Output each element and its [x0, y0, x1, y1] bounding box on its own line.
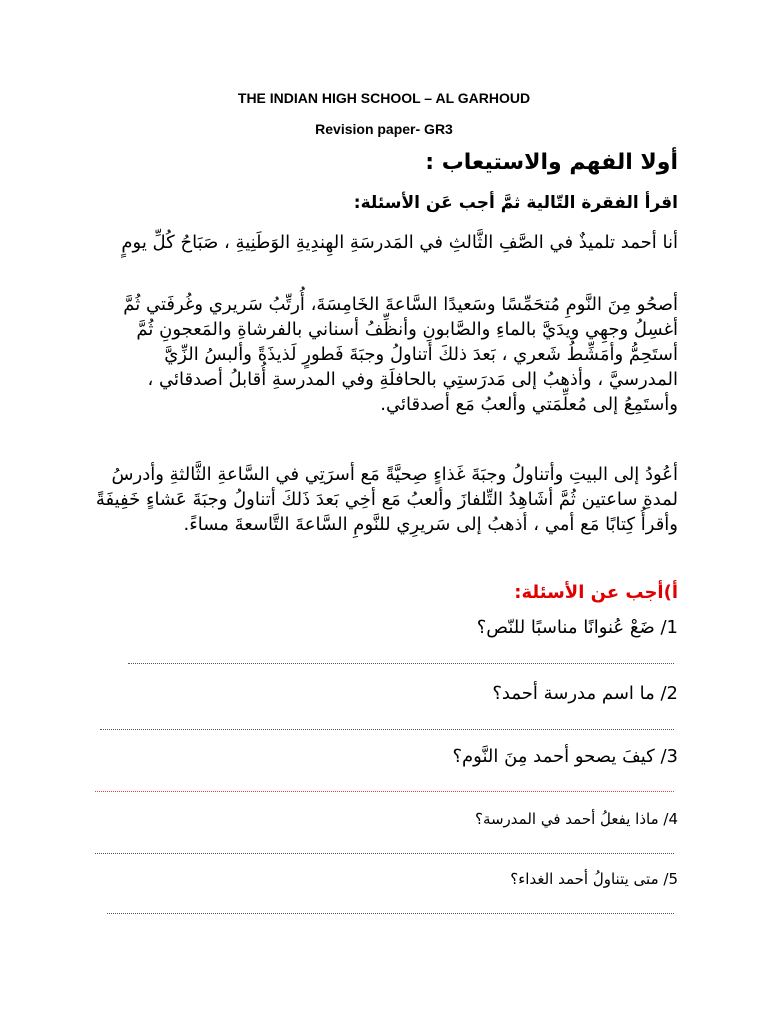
answer-line-4[interactable] — [95, 853, 674, 854]
answer-line-5[interactable] — [107, 913, 674, 914]
answer-line-1[interactable] — [128, 663, 674, 664]
answer-line-3[interactable] — [95, 791, 674, 792]
question-4: 4/ ماذا يفعلُ أحمد في المدرسة؟ — [474, 810, 678, 828]
questions-heading: أ)أجب عن الأسئلة: — [514, 582, 678, 603]
passage-paragraph-3: أعُودُ إلى البيتِ وأتناولُ وجبَةَ غَذاءٍ صِحيَّةً مَع أسرَتِي في السَّاعةِ الثَّالثةِ وأدرسُ لمدةِ ساعتين ثُمَّ أشَاهِدُ التِّلفازَ وألعبُ مَع أخِي بَعدَ ذَلكَ أتناولُ وجبَةَ عَشاءٍ خَفِيفَةً وأقرأُ كِتابًا مَع أمي ، أذهبُ إلى سَريرِي للنَّومِ السَّاعةَ التَّاسعةَ مساءً. — [95, 464, 678, 535]
passage-paragraph-1: أنا أحمد تلميذٌ في الصَّفِ الثَّالثِ في المَدرسَةِ الهِندِيةِ الوَطَنِيةِ ، صَبَاحُ كُلِّ يومٍ — [121, 232, 678, 253]
answer-line-2[interactable] — [100, 729, 674, 730]
question-3: 3/ كيفَ يصحو أحمد مِنَ النَّوم؟ — [452, 746, 678, 767]
reading-instruction: اقرأ الفقرة التّالية ثمَّ أجب عَن الأسئلة: — [353, 193, 678, 213]
section-title: أولا الفهم والاستيعاب : — [425, 150, 678, 175]
question-5: 5/ متى يتناولُ أحمد الغداء؟ — [510, 870, 678, 888]
question-2: 2/ ما اسم مدرسة أحمد؟ — [492, 683, 678, 704]
passage-paragraph-2: أصحُو مِنَ النَّومِ مُتحَمِّسًا وسَعيدًا السَّاعةَ الخَامِسَةَ، أُرتِّبُ سَريري وغُرفَتي ثُمَّ أغسِلُ وجهِي ويدَيَّ بالماءِ والصَّابونِ وأنظِّفُ أسناني بالفرشاةِ والمَعجونِ ثُمَّ أستَحِمُّ وأمَشِّطُ شَعري ، بَعدَ ذلكَ أتناولُ وجبَةَ فَطورٍ لَذيذَةً وألبسُ الزِّيَّ المدرسيَّ ، وأذهبُ إلى مَدرَستِي بالحافلَةِ وفي المدرسةِ أُقابلُ أصدقائي ، وأستَمِعُ إلى مُعلِّمَتي وألعبُ مَع أصدقائي. — [123, 294, 678, 415]
question-1: 1/ ضَعْ عُنوانًا مناسبًا للنّص؟ — [476, 617, 678, 638]
paper-subtitle: Revision paper- GR3 — [315, 121, 453, 137]
school-title: THE INDIAN HIGH SCHOOL – AL GARHOUD — [237, 90, 531, 106]
